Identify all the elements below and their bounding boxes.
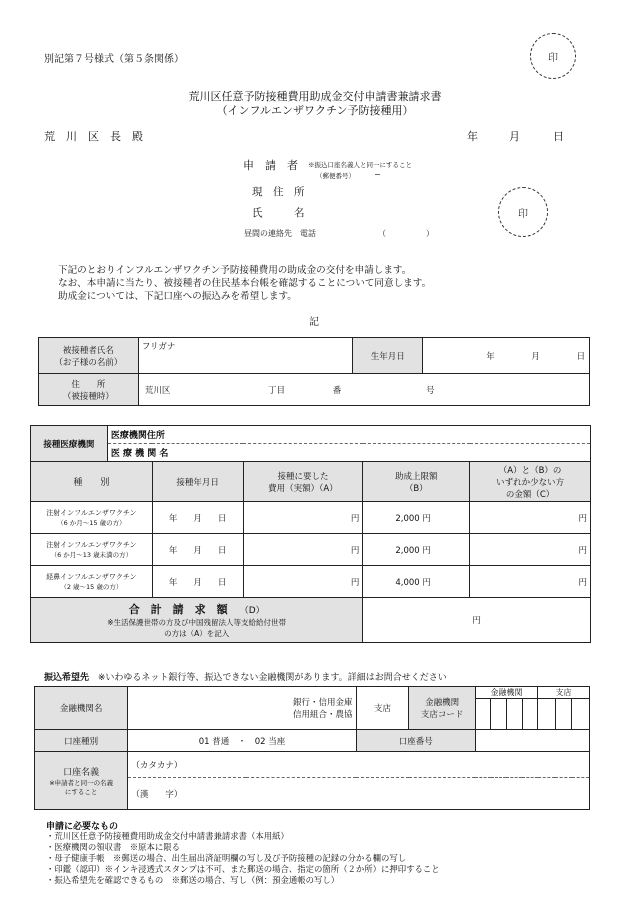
holder-label-text: 口座名義 (63, 768, 100, 778)
medical-table (30, 425, 591, 643)
birth-label: 生年月日 (353, 338, 423, 374)
date-year: 年 (467, 130, 478, 143)
code-digit[interactable] (491, 699, 507, 730)
col-min (470, 462, 591, 502)
postal-label: （郵便番号） (316, 172, 355, 180)
intro-line3: 助成金については、下記口座への振込みを希望します。 (58, 291, 297, 302)
acct-type-label: 口座種別 (35, 730, 128, 752)
row-date[interactable] (152, 502, 243, 534)
col-min1: （A）と（B）の (498, 465, 562, 476)
table-row (31, 502, 591, 534)
inst-label: 接種医療機関 (31, 426, 108, 462)
seal-char: 印 (548, 52, 558, 64)
row-limit: 2,000 円 (363, 534, 470, 566)
row-min[interactable] (470, 502, 591, 534)
birth-day: 日 (576, 351, 586, 362)
total-note1: ※生活保護世帯の方及び中国残留法人等支給給付世帯 (107, 618, 287, 627)
seal-char: 印 (518, 208, 528, 220)
acct-num-cell[interactable] (475, 730, 589, 752)
birth-year: 年 (486, 351, 495, 362)
col-type: 種 別 (31, 462, 153, 502)
list-item: ・荒川区任意予防接種費用助成金交付申請書兼請求書（本用紙） (46, 831, 289, 841)
bank-table (34, 686, 590, 810)
col-limit (363, 462, 470, 502)
table-row (31, 534, 591, 566)
row-type-name: 注射インフルエンザワクチン (46, 509, 137, 517)
recipient-addr-label2: （被接種時） (62, 391, 114, 402)
col-limit1: 助成上限額 (395, 471, 438, 482)
holder-note2: にすること (64, 788, 98, 796)
row-year: 年 (168, 545, 178, 556)
birth-date-cell[interactable] (423, 338, 590, 374)
applicant-note: ※振込口座名義人と同一にすること (308, 161, 412, 169)
holder-note1: ※申請者と同一の名義 (49, 779, 114, 787)
bank-types2: 信用組合・農協 (293, 710, 353, 720)
col-cost2: 費用（実額）（A） (268, 483, 338, 494)
list-item: ・母子健康手帳 ※郵送の場合、出生届出済証明欄の写し及び予防接種の記録の分かる欄の写し (46, 853, 407, 863)
total-label-cell (31, 598, 363, 643)
bank-heading-note: ※いわゆるネット銀行等、振込できない金融機関があります。詳細はお問合せください (97, 673, 447, 683)
contact-label: 昼間の連絡先 電話 (244, 229, 316, 238)
row-type-name: 注射インフルエンザワクチン (46, 541, 137, 549)
address-label: 現 住 所 (252, 186, 305, 198)
contact-paren-open: （ (378, 229, 386, 238)
code-digit[interactable] (475, 699, 491, 730)
row-month: 月 (193, 513, 202, 524)
addr-chome: 丁目 (268, 385, 286, 396)
col-date: 接種年月日 (152, 462, 243, 502)
title-line2: （インフルエンザワクチン予防接種用） (216, 104, 414, 117)
row-day: 日 (217, 513, 227, 524)
inst-name-label: 金融機関名 (35, 687, 128, 730)
col-limit2: （B） (404, 483, 428, 494)
row-date[interactable] (152, 566, 243, 598)
col-cost (243, 462, 363, 502)
postal-dash: − (374, 170, 381, 179)
row-min-unit: 円 (578, 545, 587, 556)
recipient-table (38, 337, 590, 406)
addr-ban: 番 (332, 385, 342, 396)
row-type (31, 534, 153, 566)
row-month: 月 (193, 577, 202, 588)
row-type-age: （2 歳〜15 歳の方） (60, 583, 123, 591)
total-code: （D） (239, 606, 265, 616)
recipient-name-cell[interactable] (138, 338, 353, 374)
total-label: 合 計 請 求 額 (128, 603, 228, 616)
addr-city: 荒川区 (144, 385, 171, 396)
code-label (409, 687, 475, 730)
holder-kana-cell[interactable] (128, 752, 590, 778)
code-digit[interactable] (555, 699, 572, 730)
row-min[interactable] (470, 566, 591, 598)
row-type-name: 経鼻インフルエンザワクチン (46, 573, 137, 581)
col-min2: いずれか少ない方 (496, 477, 565, 488)
code-label1: 金融機関 (425, 698, 460, 708)
code-digit[interactable] (506, 699, 522, 730)
seal-stamp-applicant (498, 187, 548, 237)
row-day: 日 (217, 545, 227, 556)
row-limit: 2,000 円 (363, 502, 470, 534)
row-day: 日 (217, 577, 227, 588)
row-cost-unit: 円 (350, 577, 360, 588)
total-amount-cell[interactable] (363, 598, 591, 643)
addr-go: 号 (425, 385, 435, 396)
intro-line1: 下記のとおりインフルエンザワクチン予防接種費用の助成金の交付を申請します。 (58, 265, 412, 276)
form-number: 別記第７号様式（第５条関係） (44, 54, 184, 65)
furigana-label: フリガナ (141, 342, 176, 352)
required-heading: 申請に必要なもの (46, 822, 119, 832)
code-inst-header: 金融機関 (475, 687, 537, 699)
row-min[interactable] (470, 534, 591, 566)
total-unit: 円 (472, 616, 481, 626)
list-item: ・医療機関の領収書 ※原本に限る (46, 842, 180, 852)
row-date[interactable] (152, 534, 243, 566)
recipient-addr-label (39, 374, 139, 406)
row-cost[interactable] (243, 502, 363, 534)
row-year: 年 (168, 513, 178, 524)
ki-marker: 記 (309, 317, 319, 328)
row-limit: 4,000 円 (363, 566, 470, 598)
title-line1: 荒川区任意予防接種費用助成金交付申請書兼請求書 (188, 90, 442, 103)
date-month: 月 (509, 130, 520, 143)
acct-type-options: 01 普通 ・ 02 当座 (198, 736, 286, 747)
recipient-name-label1: 被接種者氏名 (62, 345, 114, 356)
row-type (31, 566, 153, 598)
code-digit[interactable] (572, 699, 590, 730)
recipient-name-label (39, 338, 139, 374)
col-cost1: 接種に要した (277, 471, 329, 482)
row-month: 月 (193, 545, 202, 556)
branch-label: 支店 (374, 704, 392, 714)
recipient-name-label2: （お子様の名前） (54, 357, 123, 368)
row-cost[interactable] (243, 566, 363, 598)
birth-month: 月 (531, 351, 540, 362)
recipient-address-cell[interactable] (138, 374, 589, 406)
inst-name-label: 医 療 機 関 名 (110, 449, 169, 459)
bank-heading: 振込希望先 (44, 673, 90, 683)
contact-paren-close: ） (426, 229, 434, 238)
row-cost[interactable] (243, 534, 363, 566)
table-row (31, 566, 591, 598)
required-list (46, 831, 440, 886)
intro-line2: なお、本申請に当たり、被接種者の住民基本台帳を確認することについて同意します。 (58, 278, 432, 289)
branch-cell[interactable] (356, 687, 409, 730)
bank-heading-line (44, 670, 447, 683)
seal-stamp-top (530, 33, 576, 79)
code-digit[interactable] (522, 699, 538, 730)
list-item: ・印鑑（認印）※インキ浸透式スタンプは不可、また郵送の場合、指定の箇所（２か所）に押印すること (46, 864, 440, 874)
row-type-age: （6 か月〜13 歳未満の方） (50, 551, 133, 559)
inst-address-cell[interactable] (107, 426, 590, 444)
holder-label (35, 752, 128, 810)
recipient-addr-label1: 住 所 (71, 379, 106, 390)
row-type-age: （6 か月〜15 歳の方） (57, 519, 126, 527)
holder-kanji-label: （漢 字） (131, 789, 183, 800)
inst-address-label: 医療機関住所 (110, 431, 165, 441)
col-min3: の金額（C） (505, 489, 555, 500)
code-label2: 支店コード (420, 710, 464, 720)
date-day: 日 (553, 130, 564, 143)
applicant-label: 申 請 者 (243, 159, 298, 172)
row-cost-unit: 円 (350, 545, 360, 556)
code-branch-header: 支店 (538, 687, 590, 699)
bank-types-cell[interactable] (128, 687, 356, 730)
row-cost-unit: 円 (350, 513, 360, 524)
row-year: 年 (168, 577, 178, 588)
acct-type-cell[interactable] (128, 730, 356, 752)
bank-types1: 銀行・信用金庫 (293, 698, 353, 708)
list-item: ・振込希望先を確認できるもの ※郵送の場合、写し（例：預金通帳の写し） (46, 875, 340, 885)
holder-kana-label: （カタカナ） (131, 760, 183, 771)
holder-kanji-cell[interactable] (128, 778, 590, 810)
total-note2: の方は（A）を記入 (164, 629, 230, 638)
row-min-unit: 円 (578, 513, 587, 524)
inst-name-cell[interactable] (107, 444, 590, 462)
code-digit[interactable] (538, 699, 556, 730)
name-label: 氏 名 (252, 207, 305, 219)
acct-num-label: 口座番号 (356, 730, 475, 752)
row-min-unit: 円 (578, 577, 587, 588)
addressee: 荒 川 区 長 殿 (44, 130, 143, 143)
row-type (31, 502, 153, 534)
